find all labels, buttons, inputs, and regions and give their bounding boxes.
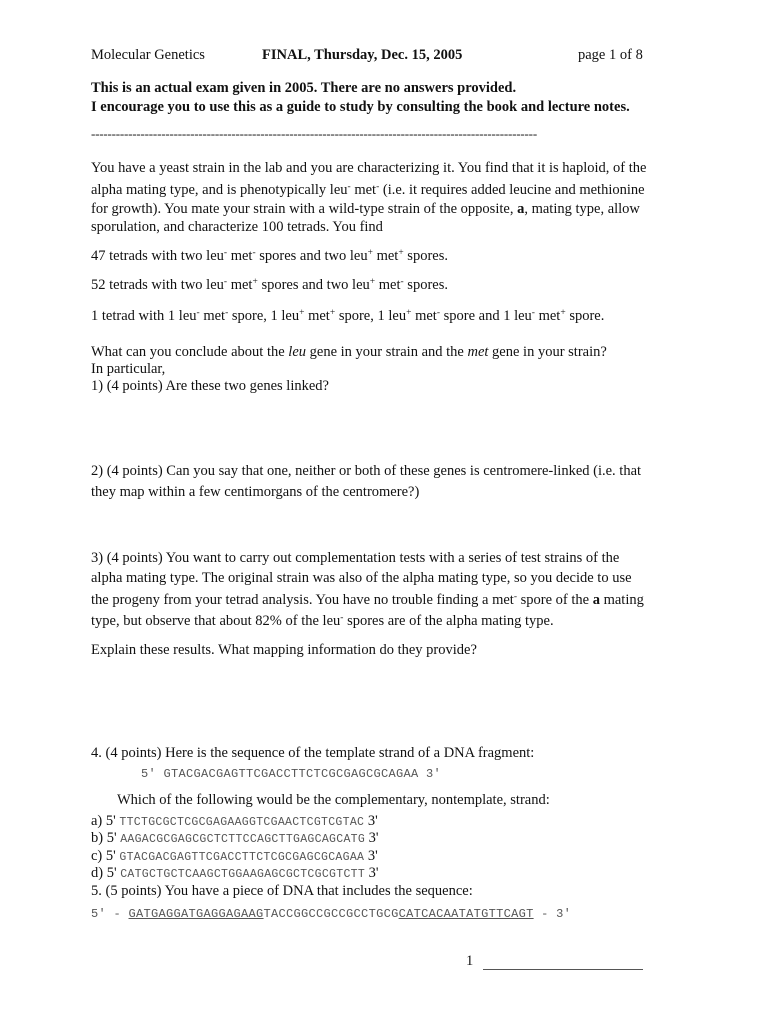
notice-line-2: I encourage you to use this as a guide to study by consulting the book and lecture notes.	[91, 99, 630, 115]
intro-line-4: sporulation, and characterize 100 tetrads. You find	[91, 219, 383, 235]
name-line	[483, 968, 643, 970]
question-3-line-4: type, but observe that about 82% of the leu- spores are of the alpha mating type.	[91, 613, 554, 629]
question-1: 1) (4 points) Are these two genes linked?	[91, 378, 329, 394]
page-number: 1	[466, 953, 474, 969]
tetrad-class-1: 47 tetrads with two leu- met- spores and two leu+ met+ spores.	[91, 248, 448, 264]
question-2-line-2: they map within a few centimorgans of the centromere?)	[91, 484, 420, 500]
underlined-segment-2: CATCACAATATGTTCAGT	[398, 907, 534, 921]
page-indicator: page 1 of 8	[578, 47, 643, 63]
question-intro: What can you conclude about the leu gene in your strain and the met gene in your strain?	[91, 344, 607, 360]
intro-line-2: alpha mating type, and is phenotypically leu- met- (i.e. it requires added leucine and methionine	[91, 182, 645, 198]
option-d: d) 5' CATGCTGCTCAAGCTGGAAGAGCGCTCGCGTCTT 3'	[91, 865, 379, 881]
intro-line-1: You have a yeast strain in the lab and you are characterizing it. You find that it is haploid, of the	[91, 160, 647, 176]
question-3-line-1: 3) (4 points) You want to carry out complementation tests with a series of test strains of the	[91, 550, 620, 566]
dna-sequence: 5' - GATGAGGATGAGGAGAAGTACCGGCCGCCGCCTGCGCATCACAATATGTTCAGT - 3'	[91, 907, 572, 921]
question-3-line-5: Explain these results. What mapping information do they provide?	[91, 642, 477, 658]
tetrad-class-2: 52 tetrads with two leu- met+ spores and two leu+ met- spores.	[91, 277, 448, 293]
option-c: c) 5' GTACGACGAGTTCGACCTTCTCGCGAGCGCAGAA 3'	[91, 848, 378, 864]
question-4-line-2: Which of the following would be the complementary, nontemplate, strand:	[117, 792, 550, 808]
question-3-line-3: the progeny from your tetrad analysis. You have no trouble finding a met- spore of the a mating	[91, 592, 644, 608]
intro-line-3: for growth). You mate your strain with a wild-type strain of the opposite, a, mating type, allow	[91, 201, 640, 217]
question-3-line-2: alpha mating type. The original strain was also of the alpha mating type, so you decide to use	[91, 570, 632, 586]
option-b: b) 5' AAGACGCGAGCGCTCTTCCAGCTTGAGCAGCATG 3'	[91, 830, 379, 846]
question-5-line-1: 5. (5 points) You have a piece of DNA that includes the sequence:	[91, 883, 473, 899]
course-name: Molecular Genetics	[91, 47, 205, 63]
option-a: a) 5' TTCTGCGCTCGCGAGAAGGTCGAACTCGTCGTAC 3'	[91, 813, 378, 829]
notice-line-1: This is an actual exam given in 2005. There are no answers provided.	[91, 80, 517, 96]
dashed-divider: ------------------------------------------------------------------------------------------------------------	[91, 126, 537, 141]
exam-title: FINAL, Thursday, Dec. 15, 2005	[262, 47, 463, 63]
question-4-line-1: 4. (4 points) Here is the sequence of the template strand of a DNA fragment:	[91, 745, 535, 761]
question-intro-line-2: In particular,	[91, 361, 166, 377]
tetrad-class-3: 1 tetrad with 1 leu- met- spore, 1 leu+ met+ spore, 1 leu+ met- spore and 1 leu- met+ spore.	[91, 308, 605, 324]
underlined-segment-1: GATGAGGATGAGGAGAAG	[128, 907, 264, 921]
template-strand-sequence: 5' GTACGACGAGTTCGACCTTCTCGCGAGCGCAGAA 3'	[141, 767, 442, 781]
question-2-line-1: 2) (4 points) Can you say that one, neither or both of these genes is centromere-linked (i.e. that	[91, 463, 642, 479]
